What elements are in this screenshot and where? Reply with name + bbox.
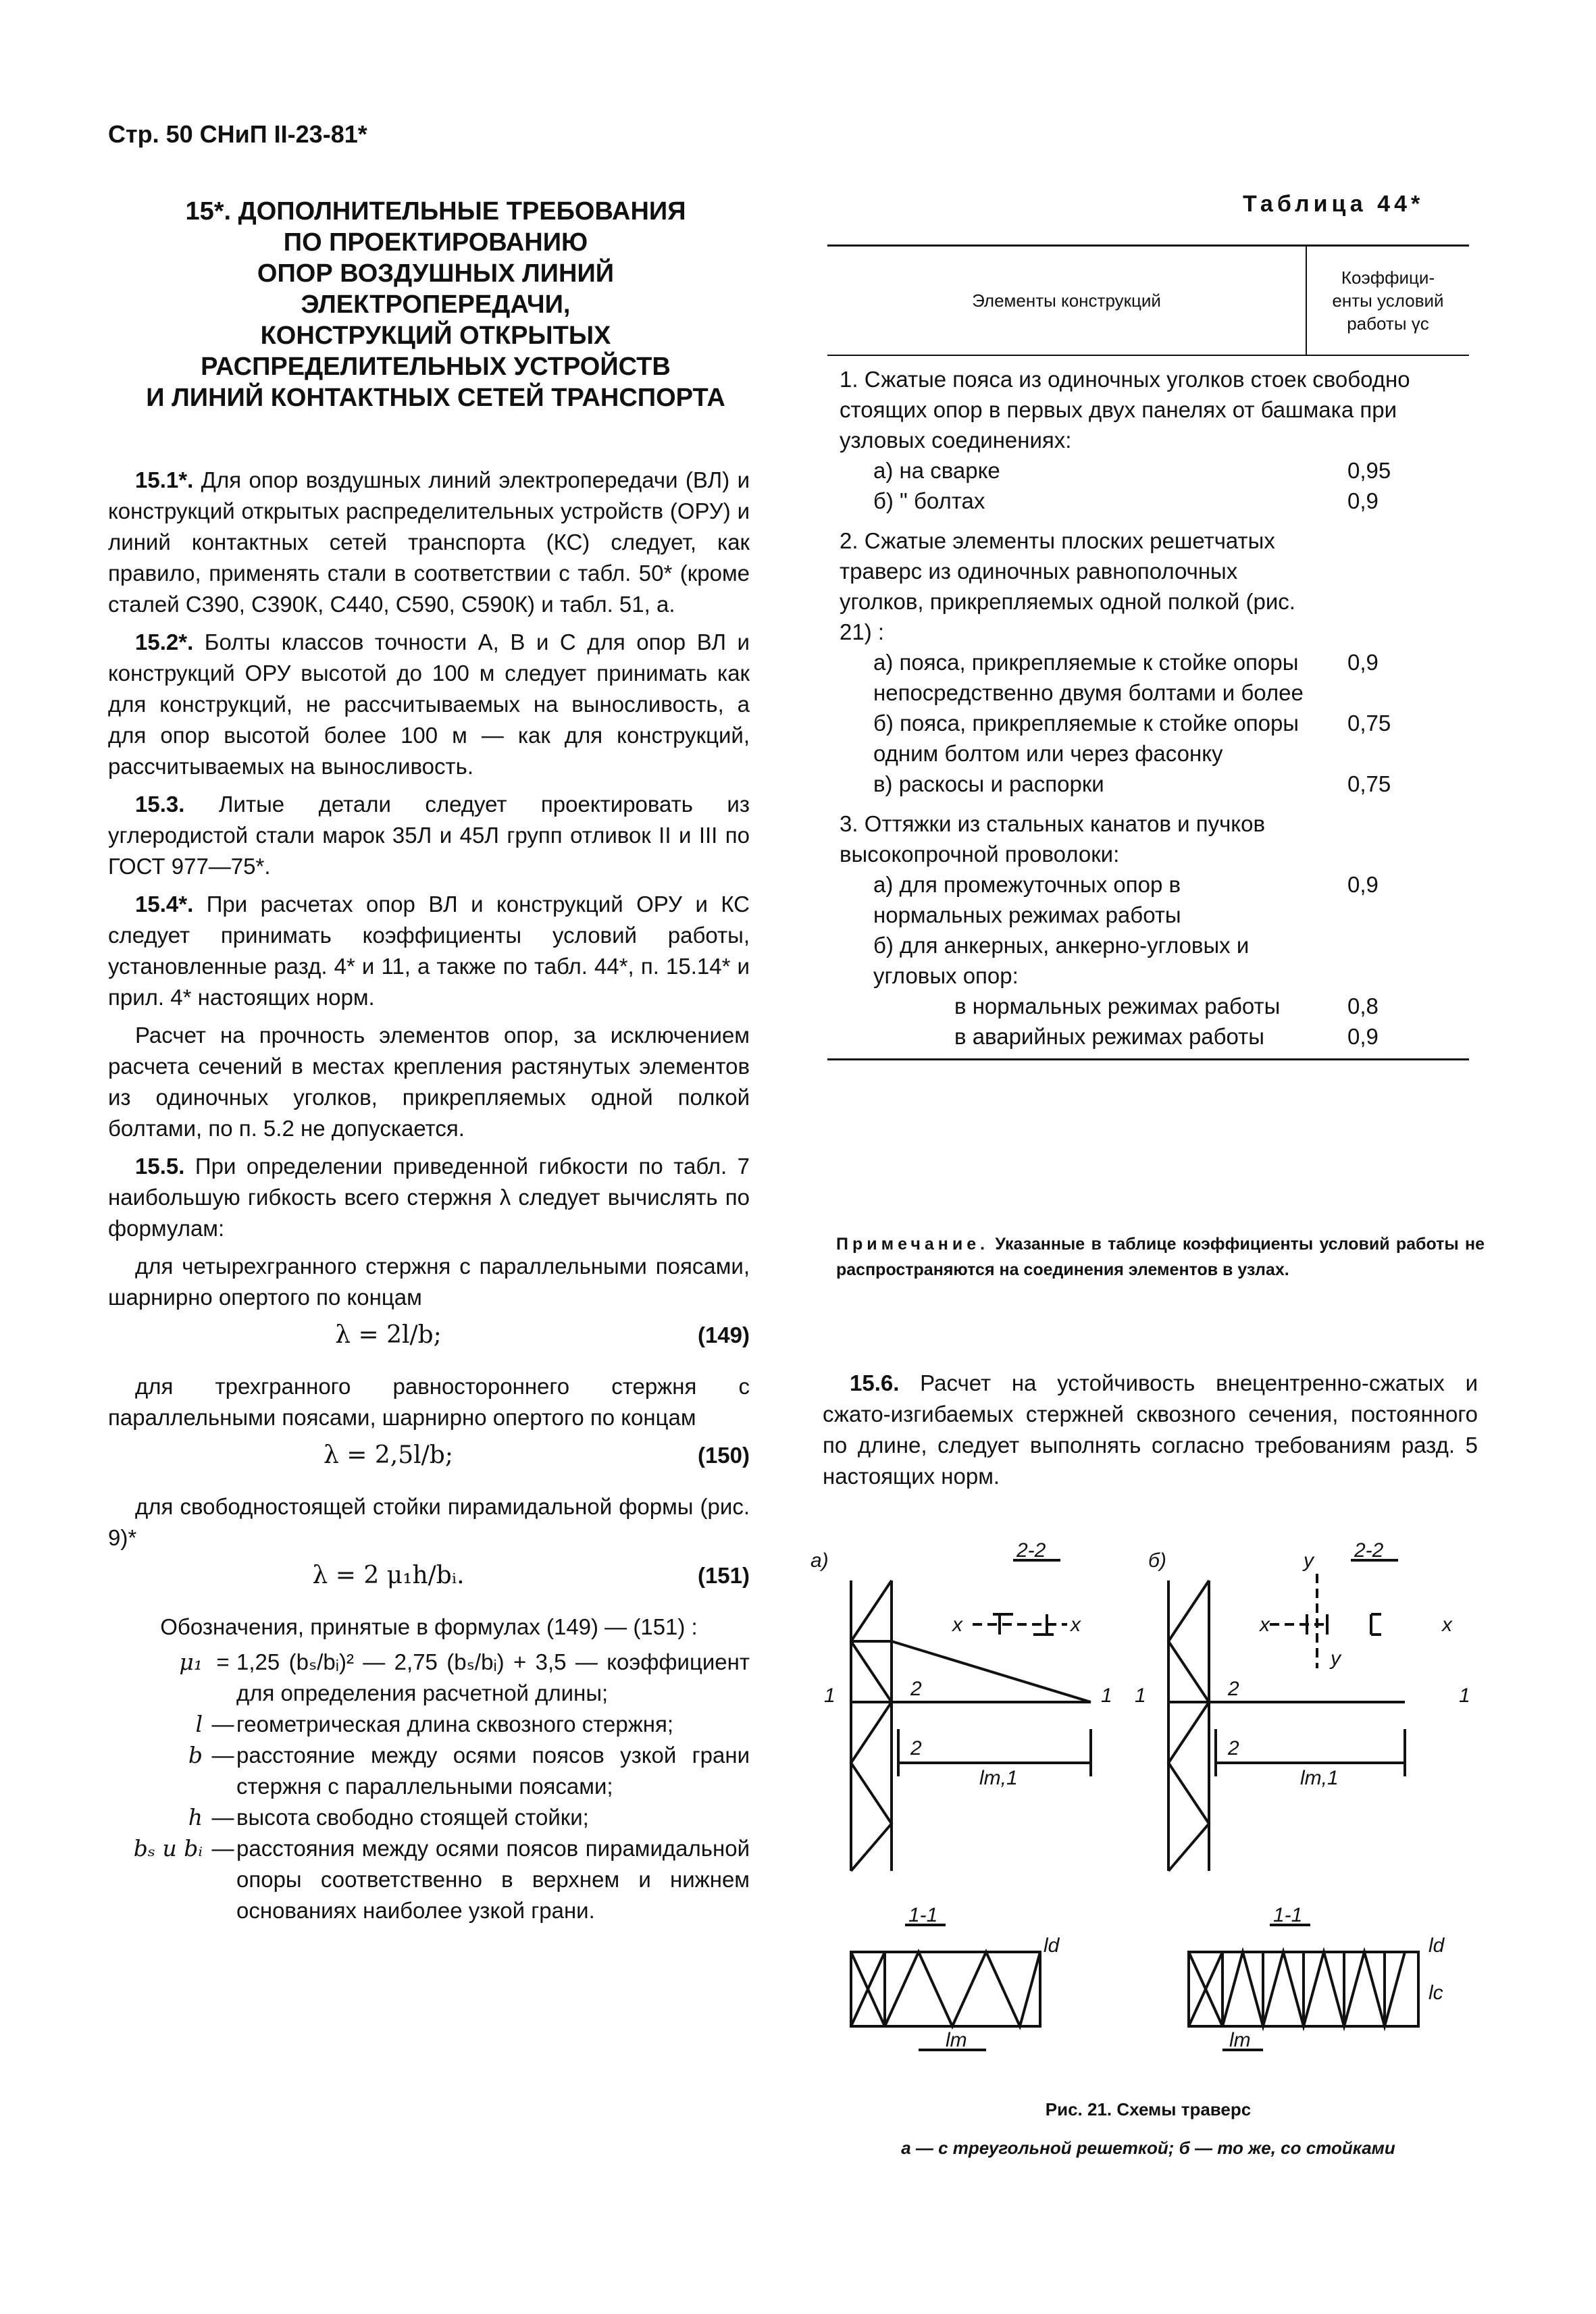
- figure-21-traverse-schemes: [810, 1533, 1486, 2087]
- table-row: а) для промежуточных опор в нормальных режимах работы 0,9: [840, 869, 1469, 930]
- table-header: [827, 247, 1469, 356]
- section-2-2-label: 2-2: [1354, 1539, 1384, 1562]
- notation-symbol: h: [188, 1804, 203, 1830]
- formula-text: λ = 2l/b;: [335, 1321, 442, 1349]
- formula-number: (149): [697, 1322, 750, 1347]
- table-row: а) пояса, прикрепляемые к стойке опоры непосредственно двумя болтами и более 0,9: [840, 647, 1469, 708]
- header-line: Коэффици-: [1341, 267, 1435, 288]
- title-line: ПО ПРОЕКТИРОВАНИЮ: [283, 228, 588, 257]
- notation-dash: =: [216, 1649, 230, 1674]
- figure-caption: Рис. 21. Схемы траверс: [1045, 2099, 1252, 2119]
- figure-subcaption: а — с треугольной решеткой; б — то же, со стойками: [901, 2138, 1395, 2158]
- dim-lc: lc: [1428, 1982, 1443, 2004]
- section-mark-1: 1: [1135, 1685, 1146, 1707]
- coef-value: 0,9: [1347, 872, 1379, 897]
- notation-row: [108, 1802, 750, 1833]
- table-row: а) на сварке 0,95: [840, 455, 1469, 486]
- table-row: в аварийных режимах работы 0,9: [840, 1021, 1469, 1052]
- table-row: 3. Оттяжки из стальных канатов и пучков высокопрочной проволоки:: [840, 811, 1265, 867]
- notation-row: [108, 1740, 750, 1802]
- notation-text: геометрическая длина сквозного стержня;: [236, 1712, 674, 1737]
- note-label: Примечание.: [836, 1235, 989, 1254]
- title-line: КОНСТРУКЦИЙ ОТКРЫТЫХ: [260, 322, 611, 350]
- paragraph-15-5: 15.5. При определении приведенной гибкости по табл. 7 наибольшую гибкость всего стержня λ следует вычислять по формулам:: [108, 1154, 750, 1241]
- formula-number: (150): [697, 1443, 750, 1468]
- table-44: [827, 245, 1469, 1060]
- paragraph-15-3: 15.3. Литые детали следует проектировать из углеродистой стали марок 35Л и 45Л групп отливок II и III по ГОСТ 977—75*.: [108, 792, 750, 879]
- formula-text: λ = 2 μ₁h/bᵢ.: [312, 1562, 465, 1589]
- paragraph-four-sided: для четырехгранного стержня с параллельными поясами, шарнирно опертого по концам: [108, 1254, 750, 1310]
- dim-ld: ld: [1044, 1934, 1060, 1957]
- coef-value: 0,8: [1347, 994, 1379, 1019]
- coef-value: 0,9: [1347, 650, 1379, 675]
- notation-dash: —: [211, 1805, 234, 1830]
- paragraph-strength: Расчет на прочность элементов опор, за исключением расчета сечений в местах крепления растянутых элементов из одиночных уголков, прикрепляемых одной полкой болтами, по п. 5.2 не допускается.: [108, 1023, 750, 1141]
- section-title: [101, 196, 770, 413]
- section-mark-1: 1: [1101, 1685, 1112, 1707]
- fig-label-a: а): [810, 1549, 829, 1572]
- title-line: РАСПРЕДЕЛИТЕЛЬНЫХ УСТРОЙСТВ: [201, 353, 671, 381]
- table-row: в нормальных режимах работы 0,8: [840, 991, 1469, 1021]
- table-row: б) " болтах 0,9: [840, 486, 1469, 516]
- formula-number: (151): [697, 1563, 750, 1588]
- table-row: 1. Сжатые пояса из одиночных уголков стоек свободно стоящих опор в первых двух панелях от башмака при узловых соединениях:: [840, 367, 1410, 453]
- notation-text: расстояние между осями поясов узкой грани стержня с параллельными поясами;: [236, 1743, 750, 1799]
- section-mark-2: 2: [1228, 1737, 1239, 1759]
- notation-symbol: l: [195, 1711, 203, 1737]
- dim-lm: lm: [946, 2029, 967, 2051]
- coef-value: 0,95: [1347, 458, 1391, 483]
- title-line: 15*. ДОПОЛНИТЕЛЬНЫЕ ТРЕБОВАНИЯ: [185, 197, 686, 226]
- section-mark-2: 2: [910, 1678, 922, 1700]
- notation-heading: Обозначения, принятые в формулах (149) — (151) :: [160, 1614, 698, 1639]
- coef-value: 0,9: [1347, 488, 1379, 513]
- table-note: [836, 1231, 1485, 1283]
- coef-value: 0,75: [1347, 711, 1391, 736]
- coef-value: 0,75: [1347, 771, 1391, 796]
- section-1-1-label: 1-1: [1273, 1904, 1303, 1926]
- left-column: [108, 465, 750, 1926]
- table-row: 2. Сжатые элементы плоских решетчатых траверс из одиночных равнополочных уголков, прикрепляемых одной полкой (рис. 21) :: [840, 528, 1295, 644]
- paragraph-15-6: 15.6. Расчет на устойчивость внецентренно-сжатых и сжато-изгибаемых стержней сквозного сечения, постоянного по длине, следует выполнять согласно требованиям разд. 5 настоящих норм.: [823, 1370, 1478, 1489]
- axis-x-label: x: [1260, 1614, 1270, 1636]
- paragraph-15-1: 15.1*. Для опор воздушных линий электропередачи (ВЛ) и конструкций открытых распределительных устройств (ОРУ) и линий контактных сетей транспорта (КС) следует, как правило, применять стали в соответствии с табл. 50* (кроме сталей С390, С390К, С440, С590, С590К) и табл. 51, а.: [108, 467, 750, 617]
- section-mark-1: 1: [824, 1685, 835, 1707]
- section-2-2-label: 2-2: [1016, 1539, 1046, 1562]
- axis-x-label: x: [1071, 1614, 1081, 1636]
- notation-symbol: b: [188, 1742, 203, 1768]
- axis-x-label: x: [1442, 1614, 1452, 1636]
- header-line: енты условий: [1332, 290, 1444, 311]
- section-1-1-label: 1-1: [908, 1904, 938, 1926]
- dim-ld: ld: [1428, 1934, 1445, 1957]
- formula-text: λ = 2,5l/b;: [324, 1441, 453, 1469]
- header-line: работы γc: [1347, 313, 1429, 334]
- paragraph-free-standing: для свободностоящей стойки пирамидальной формы (рис. 9)*: [108, 1494, 750, 1550]
- fig-label-b: б): [1148, 1549, 1166, 1572]
- formula-151: [108, 1560, 750, 1591]
- paragraph-15-4: 15.4*. При расчетах опор ВЛ и конструкций ОРУ и КС следует принимать коэффициенты условий работы, установленные разд. 4* и 11, а также по табл. 44*, п. 15.14* и прил. 4* настоящих норм.: [108, 892, 750, 1010]
- title-line: ОПОР ВОЗДУШНЫХ ЛИНИЙ: [257, 259, 615, 288]
- notation-text: высота свободно стоящей стойки;: [236, 1805, 589, 1830]
- notation-text: расстояния между осями поясов пирамидальной опоры соответственно в верхнем и нижнем основаниях наиболее узкой грани.: [236, 1836, 750, 1923]
- axis-x-label: x: [952, 1614, 962, 1636]
- dim-lm: lm: [1229, 2029, 1251, 2051]
- formula-149: [108, 1320, 750, 1351]
- notation-dash: —: [211, 1743, 234, 1768]
- paragraph-three-sided: для трехгранного равностороннего стержня с параллельными поясами, шарнирно опертого по концам: [108, 1374, 750, 1430]
- section-mark-2: 2: [1228, 1678, 1239, 1700]
- notation-dash: —: [211, 1836, 234, 1861]
- notation-dash: —: [211, 1712, 234, 1737]
- table-header-elements: Элементы конструкций: [972, 290, 1161, 311]
- page-header: Стр. 50 СНиП II-23-81*: [108, 120, 367, 148]
- notation-text: 1,25 (bₛ/bᵢ)² — 2,75 (bₛ/bᵢ) + 3,5 — коэффициент для определения расчетной длины;: [236, 1649, 750, 1705]
- note-text: Указанные в таблице коэффициенты условий работы не распространяются на соединения элементов в узлах.: [836, 1235, 1485, 1279]
- notation-row: [108, 1647, 750, 1709]
- table-row: б) пояса, прикрепляемые к стойке опоры одним болтом или через фасонку 0,75: [840, 708, 1469, 769]
- notation-symbol: μ₁: [179, 1649, 203, 1675]
- table-title: Таблица 44*: [1243, 191, 1424, 217]
- section-mark-2: 2: [910, 1737, 922, 1759]
- table-row: в) раскосы и распорки 0,75: [840, 769, 1469, 799]
- dim-lm1: lm,1: [1300, 1767, 1339, 1789]
- table-row: б) для анкерных, анкерно-угловых и угловых опор:: [873, 933, 1250, 988]
- table-body: [827, 356, 1469, 1058]
- notation-row: [108, 1833, 750, 1926]
- coef-value: 0,9: [1347, 1024, 1379, 1049]
- dim-lm1: lm,1: [979, 1767, 1018, 1789]
- paragraph-15-2: 15.2*. Болты классов точности А, В и С для опор ВЛ и конструкций ОРУ высотой до 100 м следует принимать как для конструкций, не рассчитываемых на выносливость, а для опор высотой более 100 м — как для конструкций, рассчитываемых на выносливость.: [108, 629, 750, 779]
- notation-row: [108, 1709, 750, 1740]
- axis-y-label: y: [1304, 1549, 1314, 1572]
- formula-150: [108, 1440, 750, 1471]
- title-line: ЭЛЕКТРОПЕРЕДАЧИ,: [301, 290, 571, 319]
- table-header-coefficients: [1306, 247, 1469, 355]
- notation-symbol: bₛ и bᵢ: [133, 1835, 203, 1861]
- title-line: И ЛИНИЙ КОНТАКТНЫХ СЕТЕЙ ТРАНСПОРТА: [146, 384, 725, 412]
- axis-y-label: y: [1331, 1647, 1341, 1670]
- section-mark-1: 1: [1459, 1685, 1470, 1707]
